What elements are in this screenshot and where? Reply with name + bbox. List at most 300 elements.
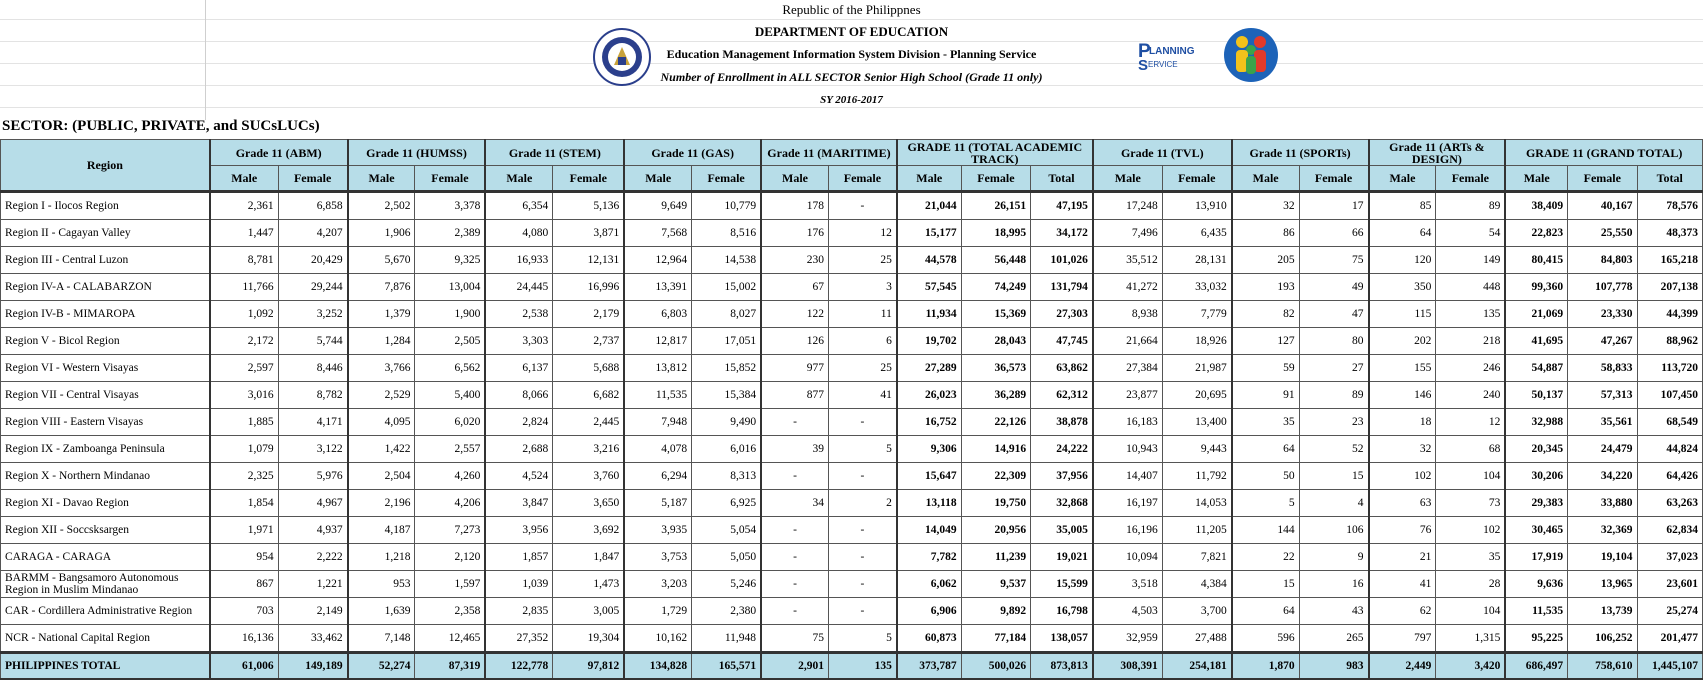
planning-service-logo xyxy=(1138,40,1208,72)
column-group-header: GRADE 11 (GRAND TOTAL) xyxy=(1505,140,1702,166)
value-cell: - xyxy=(828,463,896,490)
value-cell: 4,384 xyxy=(1162,571,1231,598)
region-name-cell: Region XII - Soccsksargen xyxy=(1,517,210,544)
value-cell: 11,535 xyxy=(1505,598,1567,625)
value-cell: 1,639 xyxy=(348,598,415,625)
value-cell: 14,053 xyxy=(1162,490,1231,517)
value-cell: 57,313 xyxy=(1568,382,1637,409)
value-cell: - xyxy=(761,517,828,544)
value-cell: 2,358 xyxy=(415,598,485,625)
column-subheader-female: Female xyxy=(278,166,347,192)
value-cell: 9,537 xyxy=(961,571,1030,598)
value-cell: 3,935 xyxy=(624,517,691,544)
value-cell: 8,782 xyxy=(278,382,347,409)
value-cell: 28,043 xyxy=(961,328,1030,355)
table-row xyxy=(1,382,1703,409)
value-cell: 201,477 xyxy=(1637,625,1703,653)
value-cell: 2,901 xyxy=(761,653,828,680)
value-cell: 6,803 xyxy=(624,301,691,328)
value-cell: 18,995 xyxy=(961,220,1030,247)
value-cell: 19,104 xyxy=(1568,544,1637,571)
value-cell: 77,184 xyxy=(961,625,1030,653)
value-cell: 2,835 xyxy=(485,598,552,625)
value-cell: 14,538 xyxy=(692,247,761,274)
value-cell: 9,325 xyxy=(415,247,485,274)
value-cell: 113,720 xyxy=(1637,355,1703,382)
value-cell: 22,309 xyxy=(961,463,1030,490)
value-cell: 500,026 xyxy=(961,653,1030,680)
value-cell: 12,465 xyxy=(415,625,485,653)
value-cell: 44,399 xyxy=(1637,301,1703,328)
table-row xyxy=(1,625,1703,653)
value-cell: 11,535 xyxy=(624,382,691,409)
family-logo-icon xyxy=(1222,26,1280,84)
value-cell: 448 xyxy=(1436,274,1505,301)
value-cell: 2,172 xyxy=(210,328,278,355)
value-cell: 21,987 xyxy=(1162,355,1231,382)
value-cell: - xyxy=(828,571,896,598)
value-cell: 4,078 xyxy=(624,436,691,463)
value-cell: 107,778 xyxy=(1568,274,1637,301)
value-cell: 703 xyxy=(210,598,278,625)
value-cell: 16,996 xyxy=(553,274,624,301)
value-cell: 2 xyxy=(828,490,896,517)
value-cell: 953 xyxy=(348,571,415,598)
value-cell: 27,488 xyxy=(1162,625,1231,653)
column-subheader-total: Total xyxy=(1031,166,1093,192)
value-cell: 24,445 xyxy=(485,274,552,301)
value-cell: 16,136 xyxy=(210,625,278,653)
value-cell: 1,315 xyxy=(1436,625,1505,653)
value-cell: 22,126 xyxy=(961,409,1030,436)
value-cell: 23,601 xyxy=(1637,571,1703,598)
value-cell: 8,516 xyxy=(692,220,761,247)
value-cell: 23,330 xyxy=(1568,301,1637,328)
value-cell: 2,449 xyxy=(1369,653,1436,680)
planning-text: LANNING xyxy=(1149,46,1195,57)
value-cell: 8,027 xyxy=(692,301,761,328)
value-cell: 2,361 xyxy=(210,192,278,220)
value-cell: 131,794 xyxy=(1031,274,1093,301)
value-cell: 106,252 xyxy=(1568,625,1637,653)
value-cell: 3,518 xyxy=(1093,571,1162,598)
value-cell: 37,023 xyxy=(1637,544,1703,571)
region-name-cell: Region II - Cagayan Valley xyxy=(1,220,210,247)
value-cell: 4,503 xyxy=(1093,598,1162,625)
value-cell: 7,568 xyxy=(624,220,691,247)
region-name-cell: CARAGA - CARAGA xyxy=(1,544,210,571)
value-cell: 101,026 xyxy=(1031,247,1093,274)
value-cell: 56,448 xyxy=(961,247,1030,274)
value-cell: 3,016 xyxy=(210,382,278,409)
region-name-cell: Region VIII - Eastern Visayas xyxy=(1,409,210,436)
value-cell: 15 xyxy=(1299,463,1368,490)
column-subheader-female: Female xyxy=(415,166,485,192)
value-cell: 47,195 xyxy=(1031,192,1093,220)
value-cell: 877 xyxy=(761,382,828,409)
table-row xyxy=(1,409,1703,436)
value-cell: 78,576 xyxy=(1637,192,1703,220)
value-cell: 15,647 xyxy=(897,463,961,490)
value-cell: 7,273 xyxy=(415,517,485,544)
table-row xyxy=(1,571,1703,598)
value-cell: 120 xyxy=(1369,247,1436,274)
value-cell: 89 xyxy=(1299,382,1368,409)
value-cell: 4,095 xyxy=(348,409,415,436)
value-cell: 2,737 xyxy=(553,328,624,355)
value-cell: 5,136 xyxy=(553,192,624,220)
value-cell: 25 xyxy=(828,355,896,382)
value-cell: 3,420 xyxy=(1436,653,1505,680)
value-cell: 15,369 xyxy=(961,301,1030,328)
value-cell: 74,249 xyxy=(961,274,1030,301)
value-cell: 68 xyxy=(1436,436,1505,463)
value-cell: 27 xyxy=(1299,355,1368,382)
value-cell: 9,306 xyxy=(897,436,961,463)
value-cell: 5,976 xyxy=(278,463,347,490)
value-cell: 47,745 xyxy=(1031,328,1093,355)
column-group-header: Grade 11 (SPORTs) xyxy=(1232,140,1369,166)
value-cell: 52 xyxy=(1299,436,1368,463)
value-cell: 15,599 xyxy=(1031,571,1093,598)
value-cell: 17,248 xyxy=(1093,192,1162,220)
column-group-header: Grade 11 (ABM) xyxy=(210,140,348,166)
value-cell: 207,138 xyxy=(1637,274,1703,301)
value-cell: 1,870 xyxy=(1232,653,1299,680)
sector-label: SECTOR: (PUBLIC, PRIVATE, and SUCsLUCs) xyxy=(2,118,320,134)
value-cell: 30,465 xyxy=(1505,517,1567,544)
value-cell: 88,962 xyxy=(1637,328,1703,355)
value-cell: 17 xyxy=(1299,192,1368,220)
value-cell: 3,760 xyxy=(553,463,624,490)
value-cell: 1,906 xyxy=(348,220,415,247)
value-cell: 9,892 xyxy=(961,598,1030,625)
value-cell: 4,080 xyxy=(485,220,552,247)
column-group-header: Grade 11 (ARTs & DESIGN) xyxy=(1369,140,1506,166)
value-cell: 867 xyxy=(210,571,278,598)
value-cell: 205 xyxy=(1232,247,1299,274)
value-cell: 89 xyxy=(1436,192,1505,220)
value-cell: 6,562 xyxy=(415,355,485,382)
value-cell: 4,171 xyxy=(278,409,347,436)
value-cell: 27,352 xyxy=(485,625,552,653)
value-cell: 27,289 xyxy=(897,355,961,382)
value-cell: 9,490 xyxy=(692,409,761,436)
value-cell: 2,380 xyxy=(692,598,761,625)
value-cell: 6 xyxy=(828,328,896,355)
value-cell: 6,062 xyxy=(897,571,961,598)
value-cell: 35,561 xyxy=(1568,409,1637,436)
value-cell: 102 xyxy=(1436,517,1505,544)
value-cell: 32 xyxy=(1232,192,1299,220)
value-cell: 107,450 xyxy=(1637,382,1703,409)
value-cell: 138,057 xyxy=(1031,625,1093,653)
value-cell: 19,021 xyxy=(1031,544,1093,571)
value-cell: 57,545 xyxy=(897,274,961,301)
column-subheader-female: Female xyxy=(553,166,624,192)
svg-text:S: S xyxy=(1138,57,1149,72)
column-subheader-female: Female xyxy=(1436,166,1505,192)
region-name-cell: Region VI - Western Visayas xyxy=(1,355,210,382)
value-cell: 16,798 xyxy=(1031,598,1093,625)
value-cell: 13,118 xyxy=(897,490,961,517)
value-cell: 32,868 xyxy=(1031,490,1093,517)
value-cell: 4,206 xyxy=(415,490,485,517)
value-cell: 14,049 xyxy=(897,517,961,544)
value-cell: 52,274 xyxy=(348,653,415,680)
value-cell: 34 xyxy=(761,490,828,517)
region-name-cell: NCR - National Capital Region xyxy=(1,625,210,653)
value-cell: 15,852 xyxy=(692,355,761,382)
value-cell: 2,597 xyxy=(210,355,278,382)
value-cell: 5,054 xyxy=(692,517,761,544)
column-subheader-female: Female xyxy=(1568,166,1637,192)
table-row xyxy=(1,274,1703,301)
value-cell: 5,400 xyxy=(415,382,485,409)
value-cell: 1,379 xyxy=(348,301,415,328)
header-school-year: SY 2016-2017 xyxy=(820,94,883,106)
value-cell: 13,004 xyxy=(415,274,485,301)
value-cell: 21,069 xyxy=(1505,301,1567,328)
value-cell: 202 xyxy=(1369,328,1436,355)
value-cell: 230 xyxy=(761,247,828,274)
value-cell: - xyxy=(828,192,896,220)
value-cell: 2,504 xyxy=(348,463,415,490)
value-cell: 13,400 xyxy=(1162,409,1231,436)
value-cell: 15 xyxy=(1232,571,1299,598)
table-row xyxy=(1,544,1703,571)
table-row xyxy=(1,517,1703,544)
value-cell: 41,272 xyxy=(1093,274,1162,301)
value-cell: 6,020 xyxy=(415,409,485,436)
value-cell: 2,179 xyxy=(553,301,624,328)
value-cell: 1,445,107 xyxy=(1637,653,1703,680)
value-cell: 41,695 xyxy=(1505,328,1567,355)
value-cell: 5 xyxy=(828,625,896,653)
value-cell: 47,267 xyxy=(1568,328,1637,355)
value-cell: 18 xyxy=(1369,409,1436,436)
value-cell: 8,781 xyxy=(210,247,278,274)
value-cell: 58,833 xyxy=(1568,355,1637,382)
value-cell: 6,925 xyxy=(692,490,761,517)
column-group-header: Grade 11 (MARITIME) xyxy=(761,140,897,166)
value-cell: 149 xyxy=(1436,247,1505,274)
value-cell: 983 xyxy=(1299,653,1368,680)
value-cell: 2,538 xyxy=(485,301,552,328)
value-cell: 32,959 xyxy=(1093,625,1162,653)
value-cell: 6,435 xyxy=(1162,220,1231,247)
value-cell: 82 xyxy=(1232,301,1299,328)
value-cell: 193 xyxy=(1232,274,1299,301)
value-cell: - xyxy=(761,463,828,490)
column-subheader-female: Female xyxy=(828,166,896,192)
value-cell: 4,207 xyxy=(278,220,347,247)
value-cell: 5 xyxy=(828,436,896,463)
value-cell: 64 xyxy=(1232,436,1299,463)
value-cell: 15,177 xyxy=(897,220,961,247)
value-cell: 32 xyxy=(1369,436,1436,463)
value-cell: 60,873 xyxy=(897,625,961,653)
value-cell: 977 xyxy=(761,355,828,382)
value-cell: 6,906 xyxy=(897,598,961,625)
value-cell: 37,956 xyxy=(1031,463,1093,490)
value-cell: 22 xyxy=(1232,544,1299,571)
value-cell: 12,817 xyxy=(624,328,691,355)
value-cell: 8,446 xyxy=(278,355,347,382)
value-cell: 25,274 xyxy=(1637,598,1703,625)
value-cell: 20,956 xyxy=(961,517,1030,544)
region-name-cell: Region I - Ilocos Region xyxy=(1,192,210,220)
value-cell: 254,181 xyxy=(1162,653,1231,680)
value-cell: 146 xyxy=(1369,382,1436,409)
value-cell: 43 xyxy=(1299,598,1368,625)
value-cell: 8,066 xyxy=(485,382,552,409)
value-cell: 62,312 xyxy=(1031,382,1093,409)
value-cell: 122 xyxy=(761,301,828,328)
value-cell: 7,496 xyxy=(1093,220,1162,247)
value-cell: 66 xyxy=(1299,220,1368,247)
value-cell: 135 xyxy=(828,653,896,680)
column-subheader-total: Total xyxy=(1637,166,1703,192)
value-cell: 91 xyxy=(1232,382,1299,409)
value-cell: 11,934 xyxy=(897,301,961,328)
value-cell: 61,006 xyxy=(210,653,278,680)
value-cell: 64 xyxy=(1369,220,1436,247)
region-name-cell: Region XI - Davao Region xyxy=(1,490,210,517)
value-cell: 149,189 xyxy=(278,653,347,680)
value-cell: 2,120 xyxy=(415,544,485,571)
value-cell: 16 xyxy=(1299,571,1368,598)
value-cell: 3,378 xyxy=(415,192,485,220)
header-report-title: Number of Enrollment in ALL SECTOR Senior High School (Grade 11 only) xyxy=(660,70,1043,84)
value-cell: 85 xyxy=(1369,192,1436,220)
value-cell: 25 xyxy=(828,247,896,274)
value-cell: 954 xyxy=(210,544,278,571)
value-cell: 1,221 xyxy=(278,571,347,598)
column-group-header: GRADE 11 (TOTAL ACADEMIC TRACK) xyxy=(897,140,1093,166)
value-cell: 7,876 xyxy=(348,274,415,301)
total-row xyxy=(1,653,1703,680)
value-cell: 3,203 xyxy=(624,571,691,598)
value-cell: 106 xyxy=(1299,517,1368,544)
value-cell: 7,821 xyxy=(1162,544,1231,571)
value-cell: 64,426 xyxy=(1637,463,1703,490)
value-cell: 80 xyxy=(1299,328,1368,355)
value-cell: 97,812 xyxy=(553,653,624,680)
value-cell: 10,094 xyxy=(1093,544,1162,571)
region-name-cell: Region IV-B - MIMAROPA xyxy=(1,301,210,328)
column-subheader-male: Male xyxy=(1505,166,1567,192)
value-cell: 3,303 xyxy=(485,328,552,355)
value-cell: 1,447 xyxy=(210,220,278,247)
value-cell: 44,578 xyxy=(897,247,961,274)
value-cell: 686,497 xyxy=(1505,653,1567,680)
value-cell: 2,325 xyxy=(210,463,278,490)
value-cell: 54 xyxy=(1436,220,1505,247)
value-cell: 86 xyxy=(1232,220,1299,247)
table-row xyxy=(1,463,1703,490)
value-cell: 1,847 xyxy=(553,544,624,571)
value-cell: 12,964 xyxy=(624,247,691,274)
value-cell: 122,778 xyxy=(485,653,552,680)
value-cell: 35 xyxy=(1232,409,1299,436)
value-cell: 308,391 xyxy=(1093,653,1162,680)
value-cell: 3,692 xyxy=(553,517,624,544)
value-cell: 4,187 xyxy=(348,517,415,544)
column-group-header: Grade 11 (TVL) xyxy=(1093,140,1232,166)
value-cell: 1,473 xyxy=(553,571,624,598)
value-cell: 2,824 xyxy=(485,409,552,436)
value-cell: 16,933 xyxy=(485,247,552,274)
value-cell: - xyxy=(761,598,828,625)
value-cell: 5,744 xyxy=(278,328,347,355)
value-cell: 135 xyxy=(1436,301,1505,328)
value-cell: 5,050 xyxy=(692,544,761,571)
value-cell: 9,443 xyxy=(1162,436,1231,463)
value-cell: 758,610 xyxy=(1568,653,1637,680)
value-cell: 2,222 xyxy=(278,544,347,571)
value-cell: 19,750 xyxy=(961,490,1030,517)
value-cell: 26,023 xyxy=(897,382,961,409)
value-cell: 7,948 xyxy=(624,409,691,436)
value-cell: 76 xyxy=(1369,517,1436,544)
value-cell: 3,700 xyxy=(1162,598,1231,625)
table-row xyxy=(1,355,1703,382)
value-cell: 6,294 xyxy=(624,463,691,490)
value-cell: 165,571 xyxy=(692,653,761,680)
region-name-cell: Region VII - Central Visayas xyxy=(1,382,210,409)
value-cell: 7,148 xyxy=(348,625,415,653)
value-cell: 6,858 xyxy=(278,192,347,220)
value-cell: 67 xyxy=(761,274,828,301)
value-cell: 3,216 xyxy=(553,436,624,463)
column-group-header: Grade 11 (GAS) xyxy=(624,140,761,166)
value-cell: 28 xyxy=(1436,571,1505,598)
value-cell: 62,834 xyxy=(1637,517,1703,544)
value-cell: 16,196 xyxy=(1093,517,1162,544)
value-cell: 17,919 xyxy=(1505,544,1567,571)
value-cell: 5,187 xyxy=(624,490,691,517)
value-cell: 44,824 xyxy=(1637,436,1703,463)
value-cell: 6,137 xyxy=(485,355,552,382)
value-cell: 17,051 xyxy=(692,328,761,355)
value-cell: 176 xyxy=(761,220,828,247)
value-cell: 59 xyxy=(1232,355,1299,382)
value-cell: 7,779 xyxy=(1162,301,1231,328)
value-cell: 14,407 xyxy=(1093,463,1162,490)
header-republic: Republic of the Philippnes xyxy=(782,2,921,17)
value-cell: 12 xyxy=(1436,409,1505,436)
value-cell: - xyxy=(828,598,896,625)
region-name-cell: Region IV-A - CALABARZON xyxy=(1,274,210,301)
value-cell: 2,196 xyxy=(348,490,415,517)
column-subheader-male: Male xyxy=(897,166,961,192)
value-cell: 25,550 xyxy=(1568,220,1637,247)
value-cell: 34,172 xyxy=(1031,220,1093,247)
value-cell: 30,206 xyxy=(1505,463,1567,490)
value-cell: - xyxy=(828,409,896,436)
value-cell: 6,016 xyxy=(692,436,761,463)
service-text: ERVICE xyxy=(1148,60,1178,69)
value-cell: 1,971 xyxy=(210,517,278,544)
header-department: DEPARTMENT OF EDUCATION xyxy=(754,24,949,39)
column-group-header: Grade 11 (STEM) xyxy=(485,140,624,166)
value-cell: 35,512 xyxy=(1093,247,1162,274)
value-cell: 50 xyxy=(1232,463,1299,490)
value-cell: 126 xyxy=(761,328,828,355)
value-cell: 104 xyxy=(1436,463,1505,490)
value-cell: 16,752 xyxy=(897,409,961,436)
